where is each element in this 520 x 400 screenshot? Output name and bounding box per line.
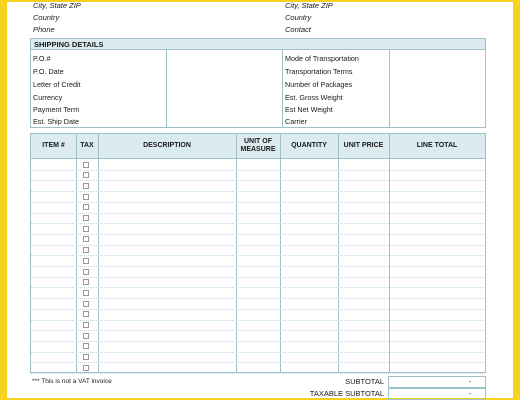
ship-country: Country (285, 13, 312, 22)
table-row (31, 234, 485, 235)
tax-checkbox[interactable] (83, 290, 89, 296)
subtotal-value[interactable]: - (388, 376, 486, 388)
ship-city-state-zip: City, State ZIP (285, 1, 333, 10)
tax-checkbox[interactable] (83, 343, 89, 349)
table-row (31, 362, 485, 363)
tax-checkbox[interactable] (83, 301, 89, 307)
shipping-details-grid (30, 50, 486, 128)
po-date-label: P.O. Date (33, 67, 64, 76)
table-row (31, 309, 485, 310)
tax-checkbox[interactable] (83, 311, 89, 317)
payment-term-label: Payment Term (33, 105, 80, 114)
number-of-packages-label: Number of Packages (285, 80, 353, 89)
tax-checkbox[interactable] (83, 365, 89, 371)
tax-checkbox[interactable] (83, 194, 89, 200)
tax-checkbox[interactable] (83, 236, 89, 242)
taxable-subtotal-value[interactable]: - (388, 388, 486, 400)
table-row (31, 373, 485, 374)
po-number-label: P.O.# (33, 54, 51, 63)
table-row (31, 298, 485, 299)
bill-phone: Phone (33, 25, 55, 34)
mode-of-transportation-label: Mode of Transportation (285, 54, 359, 63)
tax-checkbox[interactable] (83, 162, 89, 168)
col-line-total: LINE TOTAL (416, 142, 458, 149)
ship-contact: Contact (285, 25, 311, 34)
tax-checkbox[interactable] (83, 247, 89, 253)
tax-checkbox[interactable] (83, 183, 89, 189)
table-row (31, 277, 485, 278)
col-quantity: QUANTITY (291, 142, 327, 149)
est-net-weight-label: Est Net Weight (285, 105, 333, 114)
vat-note: *** This is not a VAT invoice (32, 378, 112, 385)
transportation-terms-label: Transportation Terms (285, 67, 353, 76)
table-row (31, 255, 485, 256)
table-row (31, 352, 485, 353)
table-row (31, 191, 485, 192)
col-unit-price: UNIT PRICE (343, 142, 384, 149)
bill-country: Country (33, 13, 60, 22)
table-row (31, 266, 485, 267)
tax-checkbox[interactable] (83, 172, 89, 178)
col-tax: TAX (80, 142, 94, 149)
table-row (31, 320, 485, 321)
shipping-details-header: SHIPPING DETAILS (30, 38, 486, 50)
subtotal-label: SUBTOTAL (345, 377, 384, 386)
col-unit-of-measure: UNIT OF MEASURE (240, 138, 276, 153)
letter-of-credit-label: Letter of Credit (33, 80, 81, 89)
table-row (31, 287, 485, 288)
line-items-table (30, 133, 486, 373)
tax-checkbox[interactable] (83, 226, 89, 232)
tax-checkbox[interactable] (83, 279, 89, 285)
taxable-subtotal-label: TAXABLE SUBTOTAL (309, 389, 384, 398)
tax-checkbox[interactable] (83, 258, 89, 264)
table-row (31, 330, 485, 331)
est-ship-date-label: Est. Ship Date (33, 117, 79, 126)
grid-divider (282, 50, 283, 127)
tax-checkbox[interactable] (83, 204, 89, 210)
tax-checkbox[interactable] (83, 215, 89, 221)
table-row (31, 245, 485, 246)
est-gross-weight-label: Est. Gross Weight (285, 93, 343, 102)
grid-divider (166, 50, 167, 127)
table-row (31, 170, 485, 171)
bill-city-state-zip: City, State ZIP (33, 1, 81, 10)
table-row (31, 213, 485, 214)
table-row (31, 202, 485, 203)
tax-checkbox[interactable] (83, 269, 89, 275)
col-description: DESCRIPTION (143, 142, 191, 149)
table-row (31, 341, 485, 342)
tax-checkbox[interactable] (83, 354, 89, 360)
currency-label: Currency (33, 93, 63, 102)
tax-checkbox[interactable] (83, 333, 89, 339)
tax-checkbox[interactable] (83, 322, 89, 328)
grid-divider (389, 50, 390, 127)
table-row (31, 180, 485, 181)
col-item-number: ITEM # (42, 142, 65, 149)
table-row (31, 223, 485, 224)
carrier-label: Carrier (285, 117, 307, 126)
